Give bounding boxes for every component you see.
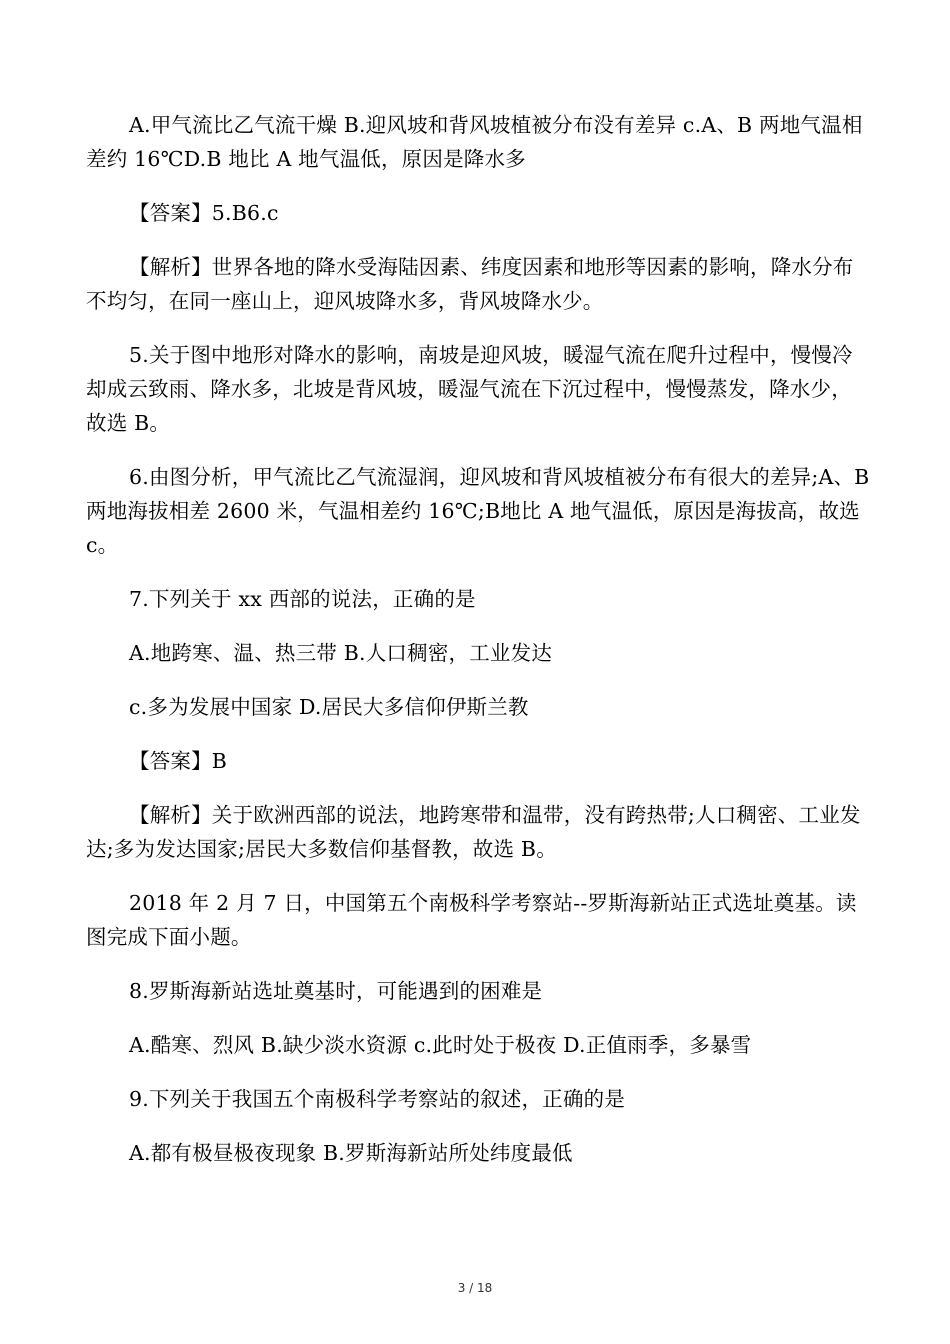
paragraph-analysis-5: 5.关于图中地形对降水的影响，南坡是迎风坡，暖湿气流在爬升过程中，慢慢冷却成云致雨、降水多，北坡是背风坡，暖湿气流在下沉过程中，慢慢蒸发，降水少，故选 B。 <box>86 343 853 435</box>
paragraph-intro-antarctic: 2018 年 2 月 7 日，中国第五个南极科学考察站--罗斯海新站正式选址奠基。读图完成下面小题。 <box>86 891 857 949</box>
paragraph-options-7-ab: A.地跨寒、温、热三带 B.人口稠密，工业发达 <box>129 641 553 665</box>
paragraph-question-9: 9.下列关于我国五个南极科学考察站的叙述，正确的是 <box>129 1087 626 1111</box>
paragraph-analysis-7: 【解析】关于欧洲西部的说法，地跨寒带和温带，没有跨热带;人口稠密、工业发达;多为发达国家;居民大多数信仰基督教，故选 B。 <box>86 803 861 861</box>
paragraph-options-9-ab: A.都有极昼极夜现象 B.罗斯海新站所处纬度最低 <box>129 1141 573 1165</box>
paragraph-answer-5-6: 【答案】5.B6.c <box>129 201 279 225</box>
paragraph-options-8: A.酷寒、烈风 B.缺少淡水资源 c.此时处于极夜 D.正值雨季，多暴雪 <box>129 1033 752 1057</box>
paragraph-question-7: 7.下列关于 xx 西部的说法，正确的是 <box>129 587 476 611</box>
paragraph-analysis-intro: 【解析】世界各地的降水受海陆因素、纬度因素和地形等因素的影响，降水分布不均匀，在同一座山上，迎风坡降水多，背风坡降水少。 <box>86 255 854 313</box>
paragraph-options-7-cd: c.多为发展中国家 D.居民大多信仰伊斯兰教 <box>129 695 529 719</box>
paragraph-analysis-6: 6.由图分析，甲气流比乙气流湿润，迎风坡和背风坡植被分布有很大的差异;A、B 两地海拔相差 2600 米，气温相差约 16℃;B地比 A 地气温低，原因是海拔高，故选 c。 <box>86 465 870 557</box>
page-number: 3 / 18 <box>457 1281 493 1295</box>
paragraph-question-8: 8.罗斯海新站选址奠基时，可能遇到的困难是 <box>129 979 543 1003</box>
paragraph-option-a-d: A.甲气流比乙气流干燥 B.迎风坡和背风坡植被分布没有差异 c.A、B 两地气温相差约 16℃D.B 地比 A 地气温低，原因是降水多 <box>86 113 863 171</box>
document-body <box>86 108 870 1190</box>
paragraph-answer-7: 【答案】B <box>129 749 228 773</box>
